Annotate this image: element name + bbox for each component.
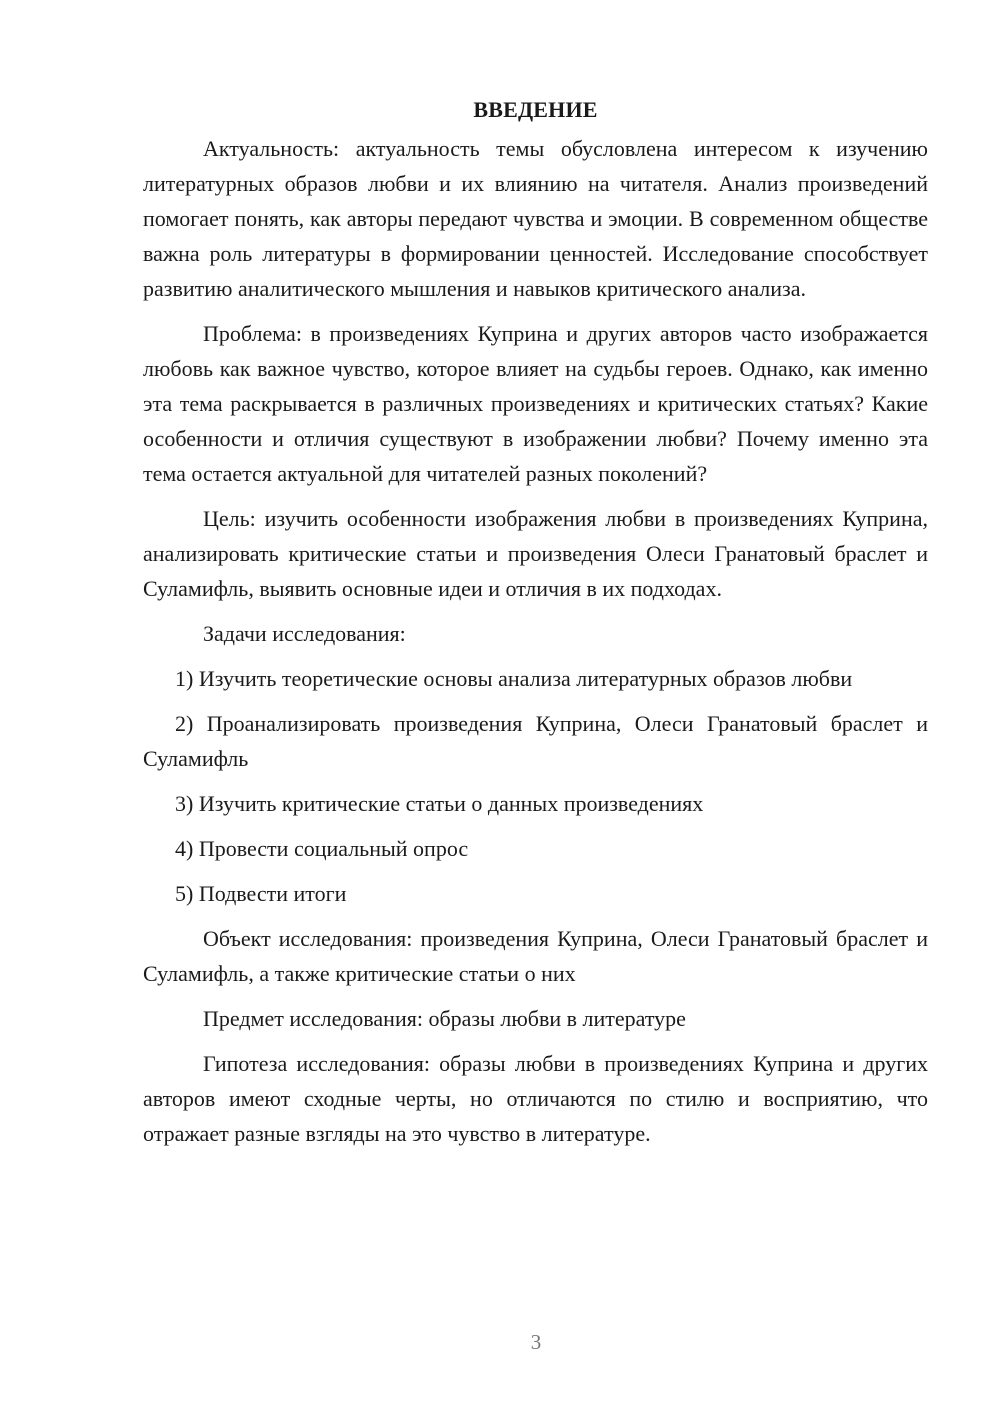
task-item-2: 2) Проанализировать произведения Куприна, Олеси Гранатовый браслет и Суламифль (143, 711, 928, 771)
relevance-paragraph: Актуальность: актуальность темы обусловлена интересом к изучению литературных образов любви и их влиянию на читателя. Анализ произведений помогает понять, как авторы передают чувства и эмоции. В современном обществе важна роль литературы в формировании ценностей. Исследование способствует развитию аналитического мышления и навыков критического анализа. (143, 136, 928, 301)
task-item-3: 3) Изучить критические статьи о данных произведениях (175, 791, 704, 816)
task-item-5: 5) Подвести итоги (175, 881, 347, 906)
object-paragraph: Объект исследования: произведения Куприна, Олеси Гранатовый браслет и Суламифль, а также критические статьи о них (143, 926, 928, 986)
tasks-title: Задачи исследования: (203, 621, 406, 646)
problem-paragraph: Проблема: в произведениях Куприна и других авторов часто изображается любовь как важное чувство, которое влияет на судьбы героев. Однако, как именно эта тема раскрывается в различных произведениях и критических статьях? Какие особенности и отличия существуют в изображении любви? Почему именно эта тема остается актуальной для читателей разных поколений? (143, 321, 928, 486)
document-page (143, 92, 928, 1161)
goal-paragraph: Цель: изучить особенности изображения любви в произведениях Куприна, анализировать критические статьи и произведения Олеси Гранатовый браслет и Суламифль, выявить основные идеи и отличия в их подходах. (143, 506, 928, 601)
page-number: 3 (530, 1330, 542, 1354)
page-title: ВВЕДЕНИЕ (473, 97, 598, 122)
hypothesis-paragraph: Гипотеза исследования: образы любви в произведениях Куприна и других авторов имеют сходные черты, но отличаются по стилю и восприятию, что отражает разные взгляды на это чувство в литературе. (143, 1051, 928, 1146)
task-item-4: 4) Провести социальный опрос (175, 836, 469, 861)
subject-paragraph: Предмет исследования: образы любви в литературе (203, 1006, 686, 1031)
task-item-1: 1) Изучить теоретические основы анализа литературных образов любви (175, 666, 853, 691)
